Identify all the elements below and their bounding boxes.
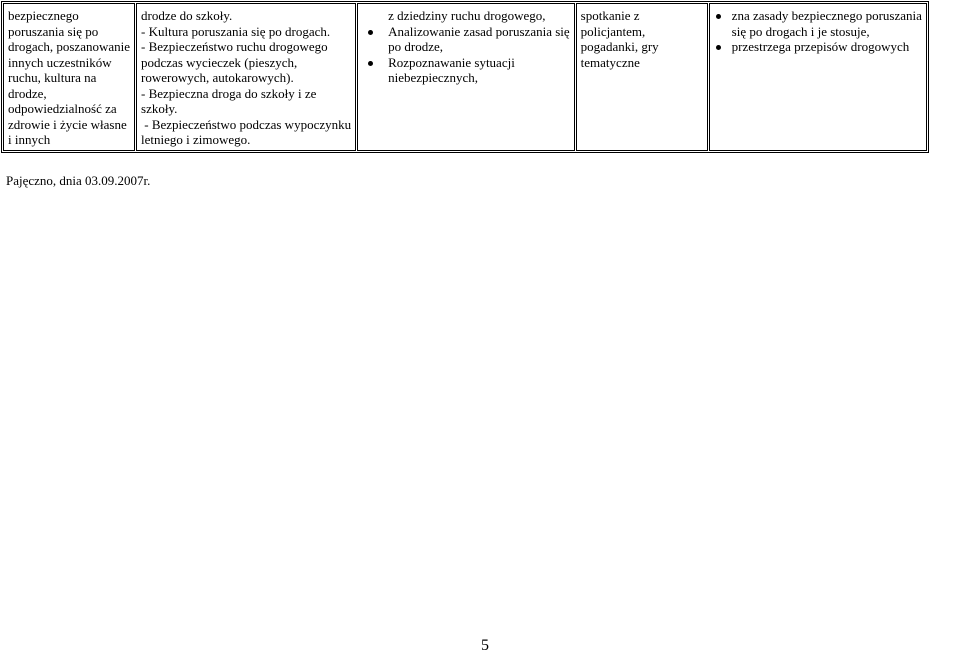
cell-line: szkoły. xyxy=(141,101,178,116)
cell-line: ruchu, kultura na xyxy=(8,70,97,85)
cell-line: rowerowych, autokarowych). xyxy=(141,70,294,85)
bullet-icon xyxy=(368,30,373,35)
cell-line: - Bezpieczeństwo ruchu drogowego xyxy=(141,39,328,54)
cell-line: bezpiecznego xyxy=(8,8,79,23)
cell-line: drodze, xyxy=(8,85,47,101)
bullet-item xyxy=(388,55,570,71)
cell-line: poruszania się po xyxy=(8,23,99,39)
cell-topics xyxy=(136,3,356,151)
cell-line: drodze do szkoły. xyxy=(141,8,233,23)
cell-line-text: Analizowanie zasad poruszania się xyxy=(388,23,570,39)
cell-line: - Bezpieczeństwo podczas wypoczynku xyxy=(141,116,352,132)
cell-line: pogadanki, gry xyxy=(580,39,659,54)
table-row xyxy=(3,3,927,151)
cell-line: zdrowie i życie własne xyxy=(8,116,127,132)
cell-line: - Kultura poruszania się po drogach. xyxy=(141,23,331,39)
footer-date: Pajęczno, dnia 03.09.2007r. xyxy=(6,173,151,188)
cell-line: - Bezpieczna droga do szkoły i ze xyxy=(141,85,317,101)
cell-line-text: zna zasady bezpiecznego poruszania xyxy=(731,8,922,23)
cell-line xyxy=(732,24,922,40)
cell-line: tematyczne xyxy=(580,54,640,70)
bullet-item xyxy=(732,8,922,24)
page-number: 5 xyxy=(481,637,489,654)
cell-line: policjantem, xyxy=(580,23,646,39)
cell-methods xyxy=(576,3,708,151)
cell-outcomes xyxy=(709,3,927,151)
cell-goals xyxy=(3,3,135,151)
curriculum-table xyxy=(1,1,929,153)
cell-line: podczas wycieczek (pieszych, xyxy=(141,54,298,70)
cell-line-text: z dziedziny ruchu drogowego, xyxy=(388,8,546,23)
cell-activities xyxy=(357,3,575,151)
cell-line-text: Rozpoznawanie sytuacji xyxy=(388,54,515,70)
cell-line xyxy=(388,70,570,86)
bullet-item xyxy=(732,39,922,55)
bullet-icon xyxy=(716,45,721,50)
cell-line: spotkanie z xyxy=(580,8,640,23)
cell-line: odpowiedzialność za xyxy=(8,101,117,116)
cell-line: innych uczestników xyxy=(8,54,112,70)
cell-line: i innych xyxy=(8,132,51,147)
cell-line-text: niebezpiecznych, xyxy=(388,70,478,85)
cell-line-text: się po drogach i je stosuje, xyxy=(731,23,870,39)
bullet-icon xyxy=(368,61,373,66)
cell-line: letniego i zimowego. xyxy=(141,132,251,147)
cell-line xyxy=(388,8,570,24)
cell-line xyxy=(388,39,570,55)
cell-line: drogach, poszanowanie xyxy=(8,39,131,54)
cell-line-text: po drodze, xyxy=(388,39,443,54)
bullet-item xyxy=(388,24,570,40)
bullet-icon xyxy=(716,14,721,19)
cell-line-text: przestrzega przepisów drogowych xyxy=(731,39,910,54)
